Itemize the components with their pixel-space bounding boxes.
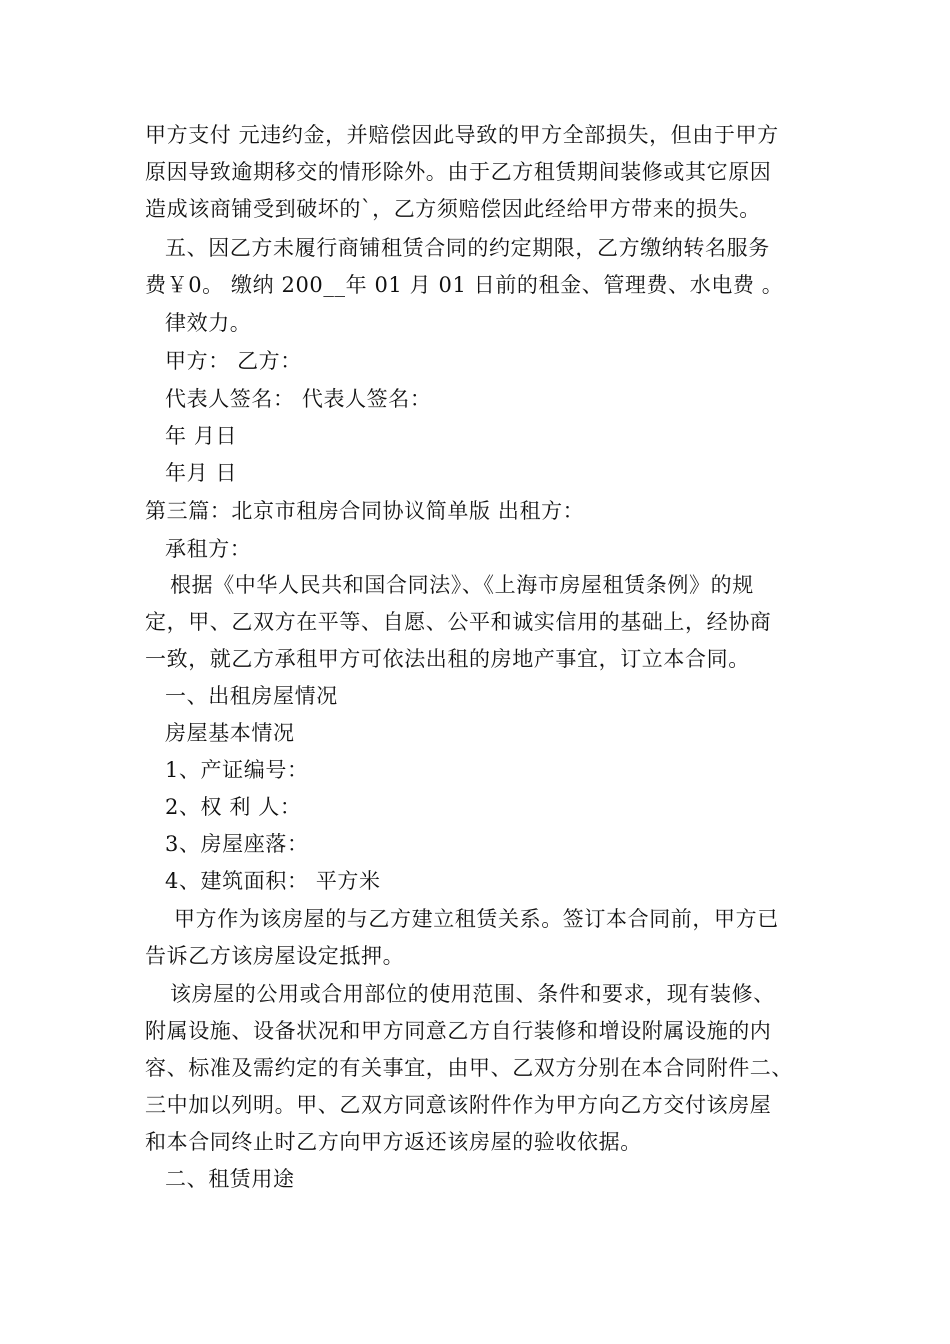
text-line-13: 根据《中华人民共和国合同法》、《上海市房屋租赁条例》的规 (170, 573, 754, 597)
text-line-19: 2、权 利 人： (165, 795, 302, 819)
text-line-4: 五、因乙方未履行商铺租赁合同的约定期限，乙方缴纳转名服务 (165, 236, 770, 260)
text-line-14: 定，甲、乙双方在平等、自愿、公平和诚实信用的基础上，经协商 (145, 610, 772, 634)
text-line-29: 二、租赁用途 (165, 1167, 295, 1191)
text-line-17: 房屋基本情况 (165, 721, 295, 745)
text-line-10: 年月 日 (165, 461, 238, 485)
text-line-16: 一、出租房屋情况 (165, 684, 338, 708)
text-line-1: 甲方支付 元违约金，并赔偿因此导致的甲方全部损失，但由于甲方 (145, 123, 779, 147)
text-line-21: 4、建筑面积： 平方米 (165, 869, 381, 893)
text-line-24: 该房屋的公用或合用部位的使用范围、条件和要求，现有装修、 (170, 982, 775, 1006)
text-line-9: 年 月日 (165, 424, 238, 448)
text-line-5: 费￥0。 缴纳 200__年 01 月 01 日前的租金、管理费、水电费 。 (145, 273, 784, 297)
text-line-22: 甲方作为该房屋的与乙方建立租赁关系。签订本合同前，甲方已 (174, 907, 779, 931)
text-line-8: 代表人签名： 代表人签名： (165, 387, 432, 411)
text-line-27: 三中加以列明。甲、乙双方同意该附件作为甲方向乙方交付该房屋 (145, 1093, 772, 1117)
section-heading-3: 第三篇：北京市租房合同协议简单版 出租方： (145, 499, 585, 523)
text-line-20: 3、房屋座落： (165, 832, 309, 856)
text-line-15: 一致，就乙方承租甲方可依法出租的房地产事宜，订立本合同。 (145, 647, 750, 671)
text-line-18: 1、产证编号： (165, 758, 309, 782)
text-line-3: 造成该商铺受到破坏的`，乙方须赔偿因此经给甲方带来的损失。 (145, 197, 761, 221)
text-line-7: 甲方： 乙方： (165, 349, 302, 373)
text-line-26: 容、标准及需约定的有关事宜，由甲、乙双方分别在本合同附件二、 (145, 1056, 793, 1080)
text-line-6: 律效力。 (165, 311, 252, 335)
text-line-25: 附属设施、设备状况和甲方同意乙方自行装修和增设附属设施的内 (145, 1019, 772, 1043)
text-line-12: 承租方： (165, 537, 252, 561)
text-line-23: 告诉乙方该房屋设定抵押。 (145, 944, 405, 968)
text-line-28: 和本合同终止时乙方向甲方返还该房屋的验收依据。 (145, 1130, 642, 1154)
text-line-2: 原因导致逾期移交的情形除外。由于乙方租赁期间装修或其它原因 (145, 160, 772, 184)
